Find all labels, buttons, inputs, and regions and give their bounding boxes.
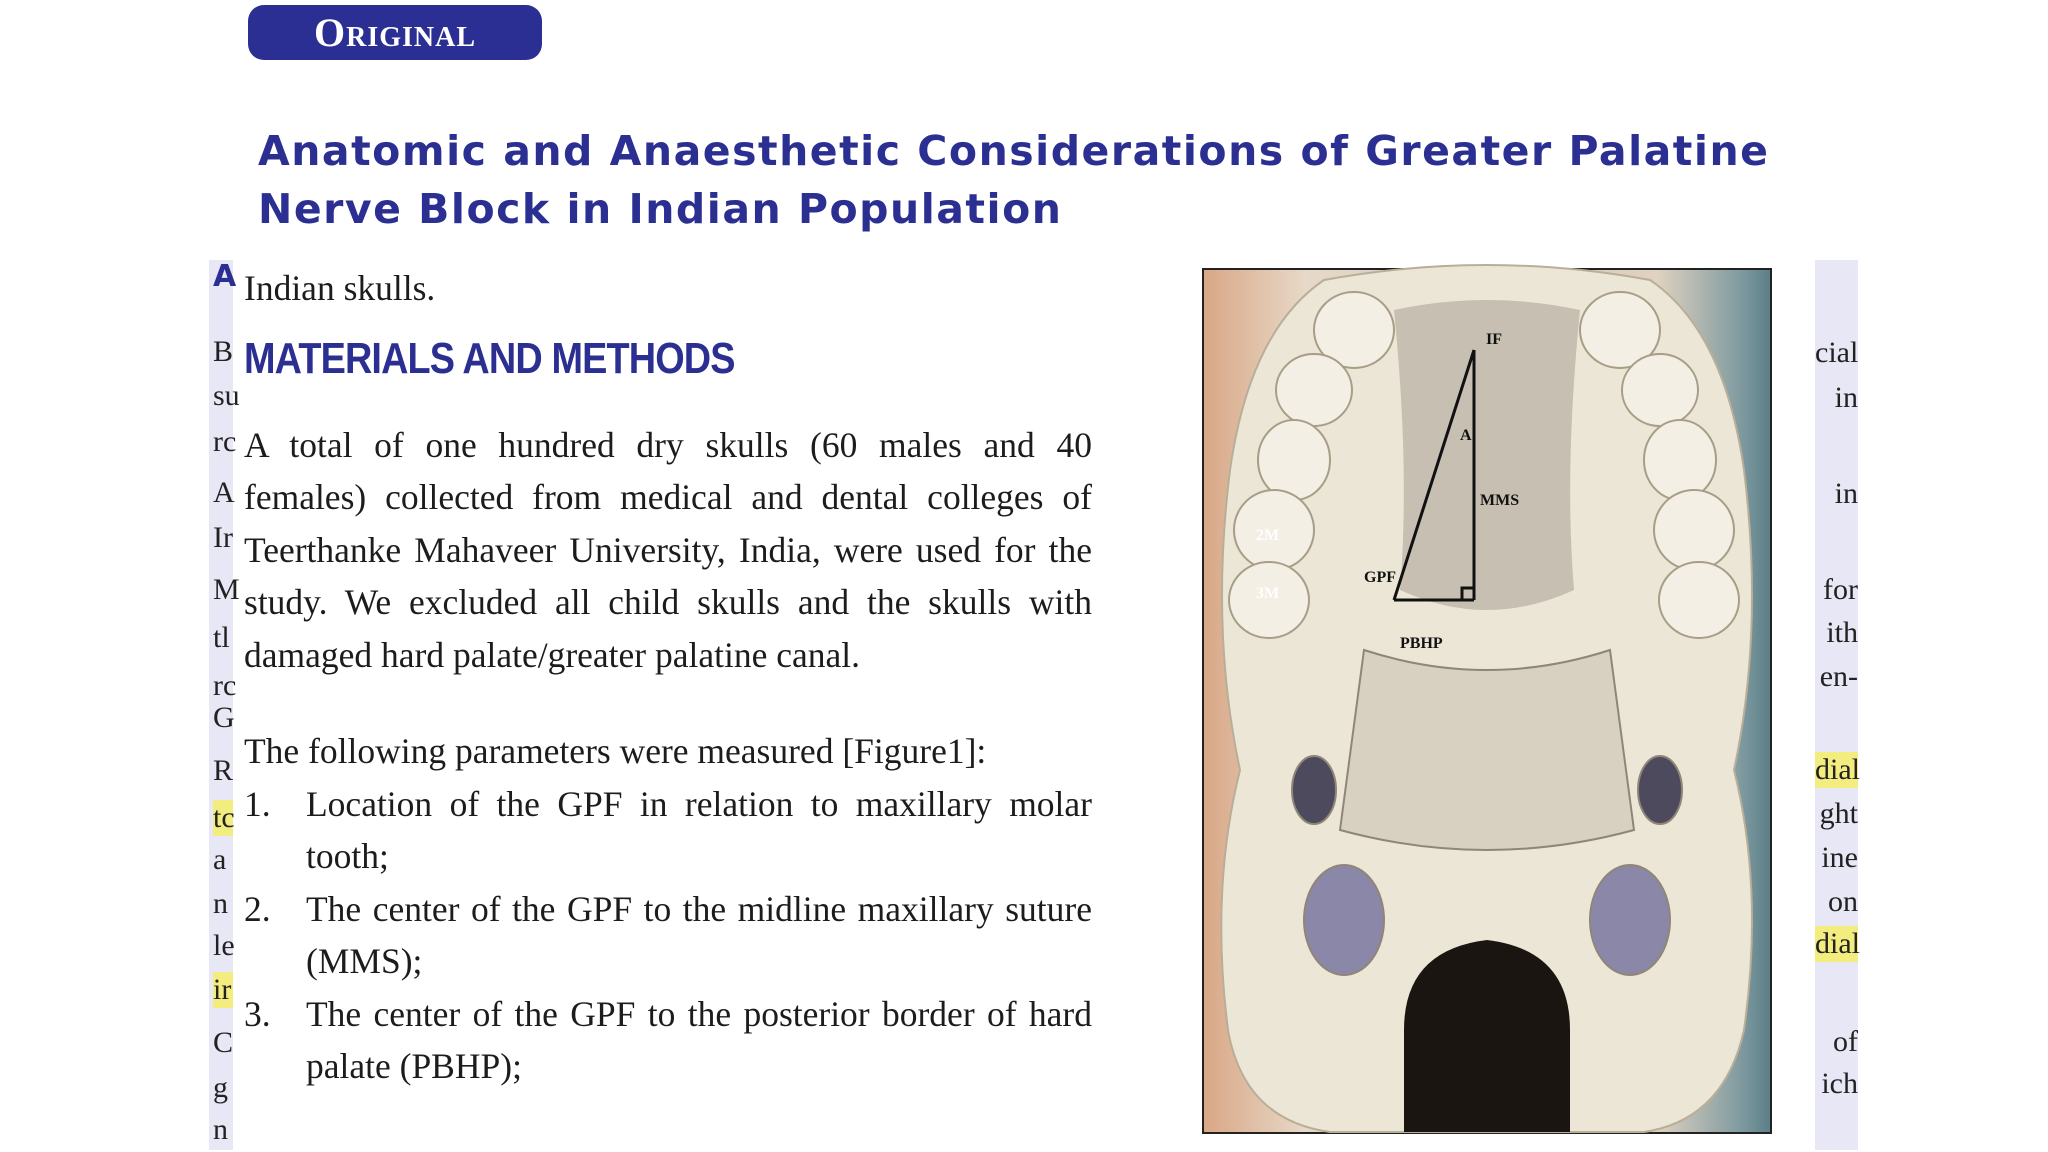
left-fragment: a: [213, 843, 227, 876]
left-fragment: B: [213, 335, 234, 368]
skull-illustration: [1204, 270, 1770, 1132]
right-fragment: ght: [1819, 797, 1858, 830]
list-item: [244, 883, 1092, 988]
left-fragment-highlighted: ir: [213, 973, 232, 1006]
right-fragment: of: [1833, 1025, 1858, 1058]
right-fragment: in: [1834, 477, 1858, 510]
list-item-number: 3.: [244, 993, 271, 1034]
list-item-text: The center of the GPF to the midline maxillary suture (MMS);: [306, 888, 1092, 981]
right-fragment: ine: [1821, 841, 1858, 874]
left-fragment: M: [213, 573, 240, 606]
list-item: [244, 988, 1092, 1093]
label-gpf: GPF: [1364, 569, 1396, 586]
left-fragment: Ir: [213, 521, 233, 554]
label-if: IF: [1486, 331, 1502, 348]
methods-paragraph: A total of one hundred dry skulls (60 males and 40 females) collected from medical and dental colleges of Teerthanke Mahaveer University, India, were used for the study. We excluded all child skulls and the skulls with damaged hard palate/greater palatine canal.: [244, 424, 1092, 675]
right-fragment: ith: [1826, 616, 1858, 649]
label-3m: 3M: [1256, 585, 1280, 602]
left-fragment: G: [213, 701, 235, 734]
label-mms: MMS: [1480, 492, 1520, 509]
left-fragment: su: [213, 379, 240, 412]
parameter-list: [244, 778, 1092, 1093]
list-item: [244, 778, 1092, 883]
right-fragment: cial: [1815, 336, 1859, 369]
parameters-intro: The following parameters were measured [Figure1]:: [244, 731, 987, 771]
right-fragment-highlighted: dial: [1815, 753, 1860, 786]
list-item-text: The center of the GPF to the posterior border of hard palate (PBHP);: [306, 993, 1092, 1086]
text-column: [244, 262, 1092, 1093]
label-a: A: [1460, 427, 1472, 444]
section-heading: MATERIALS AND METHODS: [244, 333, 735, 383]
article-title: Anatomic and Anaesthetic Considerations of Greater Palatine Nerve Block in Indian Population: [258, 127, 1770, 233]
left-fragment: rc: [213, 669, 237, 702]
left-fragment: A: [213, 476, 235, 509]
left-fragment: n: [213, 887, 228, 920]
left-fragment: g: [213, 1071, 228, 1104]
label-2m: 2M: [1256, 527, 1280, 544]
left-fragment: rc: [213, 425, 237, 458]
right-fragment: on: [1828, 885, 1858, 918]
left-fragment: tl: [213, 621, 230, 654]
list-item-text: Location of the GPF in relation to maxillary molar tooth;: [306, 783, 1092, 876]
article-type-badge: Original Article: [248, 5, 542, 60]
left-fragment: n: [213, 1113, 228, 1146]
list-item-number: 2.: [244, 888, 271, 929]
skull-photo-figure: [1202, 268, 1772, 1134]
right-fragment: ich: [1821, 1067, 1858, 1100]
label-pbhp: PBHP: [1400, 635, 1443, 652]
right-fragment: in: [1834, 381, 1858, 414]
right-fragment: for: [1823, 573, 1858, 606]
left-fragment: C: [213, 1026, 234, 1059]
left-fragment: le: [213, 929, 235, 962]
right-fragment: en-: [1819, 660, 1858, 693]
intro-tail-text: Indian skulls.: [244, 268, 436, 308]
right-fragment-highlighted: dial: [1815, 927, 1860, 960]
foramen-magnum: [1404, 940, 1570, 1132]
left-fragment-highlighted: tc: [213, 801, 235, 834]
left-fragment: A: [213, 259, 237, 294]
left-fragment: R: [213, 754, 234, 787]
list-item-number: 1.: [244, 783, 271, 824]
